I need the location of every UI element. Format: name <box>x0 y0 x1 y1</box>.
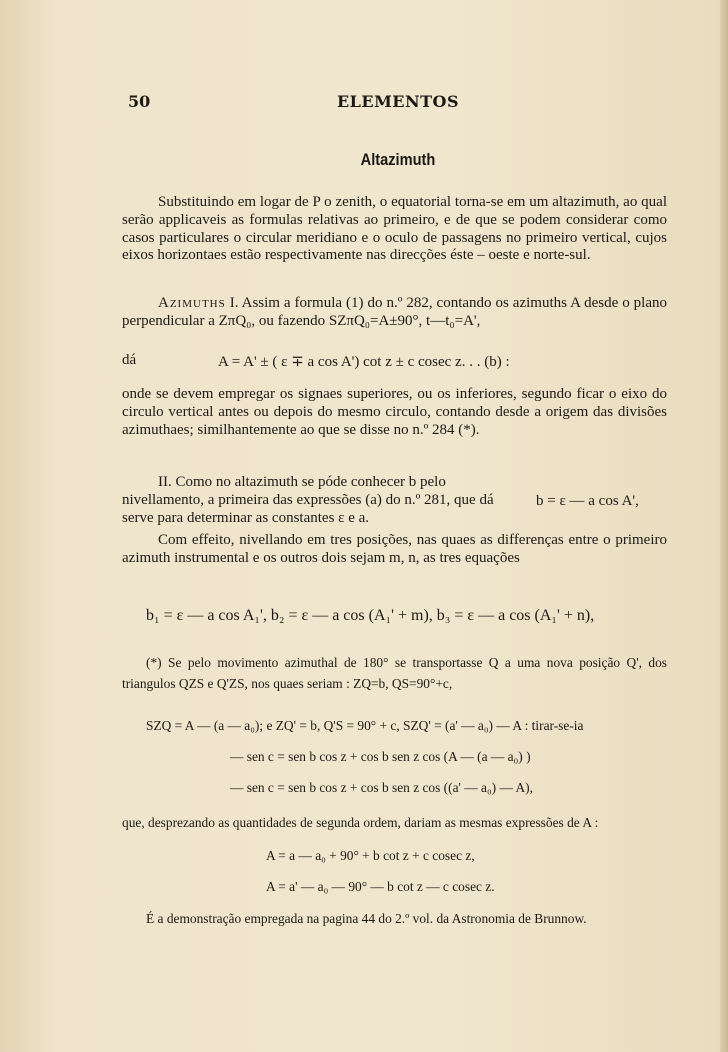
paragraph-label: Azimuths <box>158 295 226 311</box>
footnote-eq-2: — sen c = sen b cos z + cos b sen z cos ((a' — a₀) — A), <box>230 780 533 795</box>
page-edge <box>720 0 728 1052</box>
footnote-line-1: (*) Se pelo movimento azimuthal de 180° se transportasse Q a uma nova posição Q', dos triangulos QZS e Q'ZS, nos quaes seriam : ZQ=b, QS=90°+c, <box>122 655 667 691</box>
paragraph-azimuths <box>122 295 667 331</box>
page-number: 50 <box>128 92 151 111</box>
running-title: ELEMENTOS <box>336 92 460 111</box>
paragraph-altazimuth-b: serve para determinar as constantes ε e a. <box>122 510 370 526</box>
paragraph-signs: onde se devem empregar os signaes superiores, ou os inferiores, segundo ficar o eixo do circulo vertical antes ou depois do mesmo circulo, contando desde a origem das divisões azimuthaes; similhantemente ao que se disse no n.º 284 (*). <box>122 386 667 438</box>
footnote-eq-1: — sen c = sen b cos z + cos b sen z cos (A — (a — a₀) ) <box>230 749 531 764</box>
footnote-line-3: que, desprezando as quantidades de segunda ordem, dariam as mesmas expressões de A : <box>122 815 599 830</box>
footnote-line-4: É a demonstração empregada na pagina 44 do 2.º vol. da Astronomia de Brunnow. <box>146 911 587 926</box>
footnote-eq-3: A = a — a₀ + 90° + b cot z + c cosec z, <box>266 848 475 863</box>
equation-b: A = A' ± ( ε ∓ a cos A') cot z ± c cosec z. . . (b) : <box>218 354 510 370</box>
footnote-line-2: SZQ = A — (a — a₀); e ZQ' = b, Q'S = 90° + c, SZQ' = (a' — a₀) — A : tirar-se-ia <box>146 718 584 733</box>
paragraph-altazimuth-a: II. Como no altazimuth se póde conhecer b pelo nivellamento, a primeira das expressões (a) do n.º 281, que dá <box>122 474 494 508</box>
paragraph-azimuths-text: I. Assim a formula (1) do n.º 282, contando os azimuths A desde o plano perpendicular a ZπQ₀, ou fazendo SZπQ₀=A±90°, t—t₀=A', <box>122 295 667 329</box>
equation-level: b = ε — a cos A', <box>536 493 639 509</box>
paragraph-intro: Substituindo em logar de P o zenith, o equatorial torna-se em um altazimuth, ao qual serão applicaveis as formulas relativas ao primeiro, e de que se podem considerar como casos particulares o circular meridiano e o oculo de passagens no primeiro vertical, cujos eixos horizontaes estão respectivamente nas direcções éste – oeste e norte-sul. <box>122 194 667 264</box>
equation-three: b₁ = ε — a cos A₁', b₂ = ε — a cos (A₁' + m), b₃ = ε — a cos (A₁' + n), <box>146 607 595 624</box>
equation-lead: dá <box>122 352 137 368</box>
section-title: Altazimuth <box>360 150 436 169</box>
page-header <box>128 92 668 116</box>
footnote-eq-4: A = a' — a₀ — 90° — b cot z — c cosec z. <box>266 879 495 894</box>
paragraph-levelling: Com effeito, nivellando em tres posições, nas quaes as differenças entre o primeiro azimuth instrumental e os outros dois sejam m, n, as tres equações <box>122 532 667 566</box>
